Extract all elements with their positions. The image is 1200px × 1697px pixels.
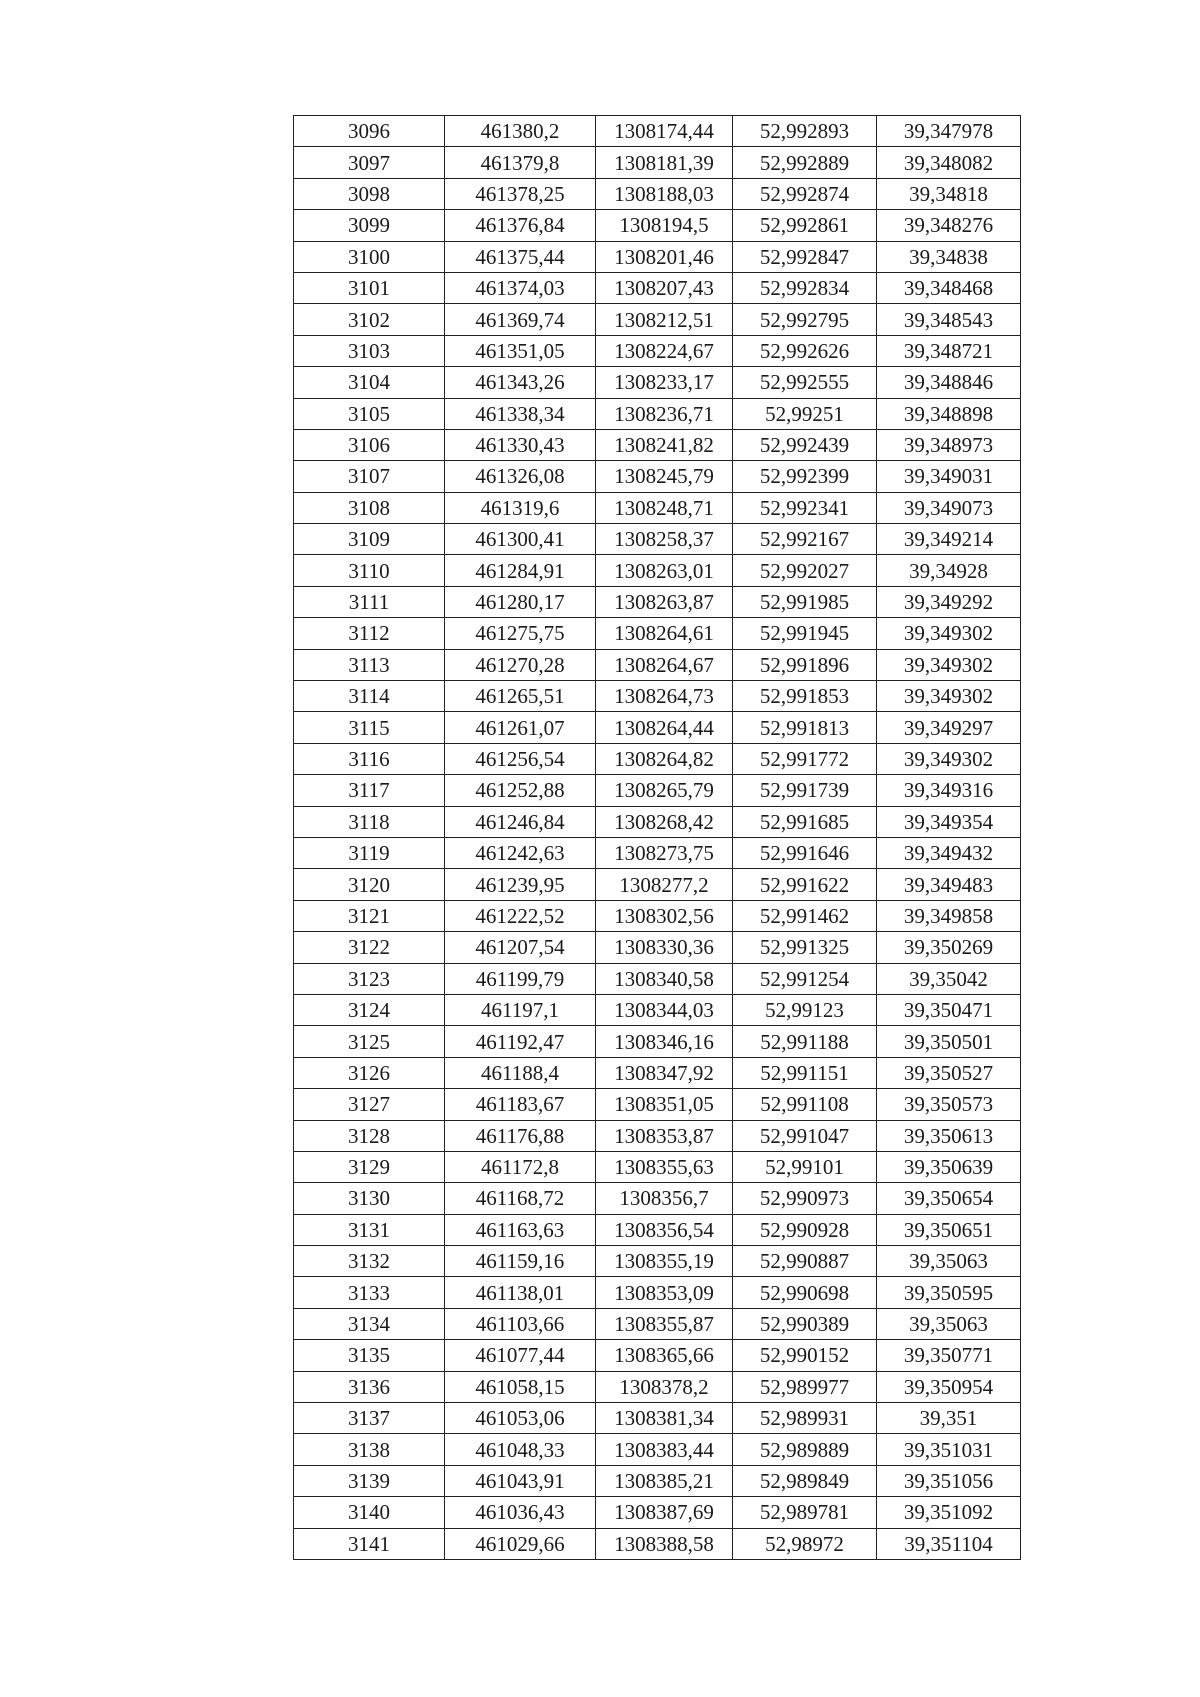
point-number-cell: 3125 <box>294 1026 445 1057</box>
longitude-cell: 39,35042 <box>877 963 1021 994</box>
x-coordinate-cell: 461246,84 <box>445 806 596 837</box>
x-coordinate-cell: 461252,88 <box>445 775 596 806</box>
x-coordinate-cell: 461043,91 <box>445 1465 596 1496</box>
x-coordinate-cell: 461270,28 <box>445 649 596 680</box>
longitude-cell: 39,350954 <box>877 1371 1021 1402</box>
point-number-cell: 3099 <box>294 210 445 241</box>
table-row <box>294 461 1021 492</box>
latitude-cell: 52,99123 <box>733 994 877 1025</box>
longitude-cell: 39,348846 <box>877 367 1021 398</box>
longitude-cell: 39,349432 <box>877 837 1021 868</box>
table-row <box>294 1026 1021 1057</box>
point-number-cell: 3111 <box>294 586 445 617</box>
latitude-cell: 52,991739 <box>733 775 877 806</box>
longitude-cell: 39,351031 <box>877 1434 1021 1465</box>
x-coordinate-cell: 461163,63 <box>445 1214 596 1245</box>
y-coordinate-cell: 1308273,75 <box>596 837 733 868</box>
point-number-cell: 3107 <box>294 461 445 492</box>
latitude-cell: 52,992874 <box>733 178 877 209</box>
longitude-cell: 39,349292 <box>877 586 1021 617</box>
y-coordinate-cell: 1308233,17 <box>596 367 733 398</box>
latitude-cell: 52,991853 <box>733 681 877 712</box>
latitude-cell: 52,992167 <box>733 524 877 555</box>
coordinates-table <box>293 115 1021 1560</box>
latitude-cell: 52,991108 <box>733 1089 877 1120</box>
point-number-cell: 3122 <box>294 932 445 963</box>
latitude-cell: 52,992861 <box>733 210 877 241</box>
y-coordinate-cell: 1308355,19 <box>596 1246 733 1277</box>
latitude-cell: 52,99101 <box>733 1151 877 1182</box>
longitude-cell: 39,350595 <box>877 1277 1021 1308</box>
longitude-cell: 39,349031 <box>877 461 1021 492</box>
latitude-cell: 52,990887 <box>733 1246 877 1277</box>
x-coordinate-cell: 461168,72 <box>445 1183 596 1214</box>
table-row <box>294 775 1021 806</box>
point-number-cell: 3132 <box>294 1246 445 1277</box>
point-number-cell: 3131 <box>294 1214 445 1245</box>
table-row <box>294 586 1021 617</box>
y-coordinate-cell: 1308381,34 <box>596 1403 733 1434</box>
y-coordinate-cell: 1308265,79 <box>596 775 733 806</box>
table-row <box>294 429 1021 460</box>
y-coordinate-cell: 1308353,09 <box>596 1277 733 1308</box>
y-coordinate-cell: 1308181,39 <box>596 147 733 178</box>
table-row <box>294 1057 1021 1088</box>
point-number-cell: 3112 <box>294 618 445 649</box>
table-row <box>294 178 1021 209</box>
y-coordinate-cell: 1308356,7 <box>596 1183 733 1214</box>
x-coordinate-cell: 461029,66 <box>445 1528 596 1559</box>
x-coordinate-cell: 461375,44 <box>445 241 596 272</box>
y-coordinate-cell: 1308207,43 <box>596 272 733 303</box>
latitude-cell: 52,991151 <box>733 1057 877 1088</box>
longitude-cell: 39,350573 <box>877 1089 1021 1120</box>
latitude-cell: 52,991772 <box>733 743 877 774</box>
x-coordinate-cell: 461330,43 <box>445 429 596 460</box>
y-coordinate-cell: 1308378,2 <box>596 1371 733 1402</box>
latitude-cell: 52,992893 <box>733 116 877 147</box>
point-number-cell: 3128 <box>294 1120 445 1151</box>
x-coordinate-cell: 461036,43 <box>445 1497 596 1528</box>
table-row <box>294 335 1021 366</box>
y-coordinate-cell: 1308302,56 <box>596 900 733 931</box>
latitude-cell: 52,992795 <box>733 304 877 335</box>
x-coordinate-cell: 461319,6 <box>445 492 596 523</box>
x-coordinate-cell: 461374,03 <box>445 272 596 303</box>
longitude-cell: 39,34818 <box>877 178 1021 209</box>
latitude-cell: 52,991254 <box>733 963 877 994</box>
x-coordinate-cell: 461239,95 <box>445 869 596 900</box>
table-row <box>294 963 1021 994</box>
point-number-cell: 3127 <box>294 1089 445 1120</box>
longitude-cell: 39,349214 <box>877 524 1021 555</box>
y-coordinate-cell: 1308224,67 <box>596 335 733 366</box>
latitude-cell: 52,992889 <box>733 147 877 178</box>
latitude-cell: 52,991685 <box>733 806 877 837</box>
longitude-cell: 39,349302 <box>877 681 1021 712</box>
point-number-cell: 3135 <box>294 1340 445 1371</box>
longitude-cell: 39,348898 <box>877 398 1021 429</box>
latitude-cell: 52,989781 <box>733 1497 877 1528</box>
table-row <box>294 116 1021 147</box>
longitude-cell: 39,35063 <box>877 1308 1021 1339</box>
point-number-cell: 3126 <box>294 1057 445 1088</box>
longitude-cell: 39,348543 <box>877 304 1021 335</box>
x-coordinate-cell: 461183,67 <box>445 1089 596 1120</box>
longitude-cell: 39,349302 <box>877 649 1021 680</box>
x-coordinate-cell: 461265,51 <box>445 681 596 712</box>
x-coordinate-cell: 461275,75 <box>445 618 596 649</box>
table-row <box>294 1403 1021 1434</box>
x-coordinate-cell: 461188,4 <box>445 1057 596 1088</box>
table-row <box>294 681 1021 712</box>
table-row <box>294 743 1021 774</box>
y-coordinate-cell: 1308263,01 <box>596 555 733 586</box>
point-number-cell: 3102 <box>294 304 445 335</box>
point-number-cell: 3137 <box>294 1403 445 1434</box>
point-number-cell: 3141 <box>294 1528 445 1559</box>
x-coordinate-cell: 461343,26 <box>445 367 596 398</box>
longitude-cell: 39,34838 <box>877 241 1021 272</box>
latitude-cell: 52,992847 <box>733 241 877 272</box>
x-coordinate-cell: 461369,74 <box>445 304 596 335</box>
y-coordinate-cell: 1308264,61 <box>596 618 733 649</box>
point-number-cell: 3103 <box>294 335 445 366</box>
latitude-cell: 52,992555 <box>733 367 877 398</box>
table-row <box>294 1089 1021 1120</box>
latitude-cell: 52,990698 <box>733 1277 877 1308</box>
longitude-cell: 39,348082 <box>877 147 1021 178</box>
table-row <box>294 1214 1021 1245</box>
longitude-cell: 39,350771 <box>877 1340 1021 1371</box>
latitude-cell: 52,992341 <box>733 492 877 523</box>
latitude-cell: 52,991462 <box>733 900 877 931</box>
latitude-cell: 52,991985 <box>733 586 877 617</box>
point-number-cell: 3124 <box>294 994 445 1025</box>
y-coordinate-cell: 1308340,58 <box>596 963 733 994</box>
longitude-cell: 39,350527 <box>877 1057 1021 1088</box>
table-row <box>294 1465 1021 1496</box>
latitude-cell: 52,990389 <box>733 1308 877 1339</box>
table-row <box>294 1151 1021 1182</box>
y-coordinate-cell: 1308264,67 <box>596 649 733 680</box>
longitude-cell: 39,350654 <box>877 1183 1021 1214</box>
point-number-cell: 3110 <box>294 555 445 586</box>
point-number-cell: 3097 <box>294 147 445 178</box>
x-coordinate-cell: 461338,34 <box>445 398 596 429</box>
longitude-cell: 39,350269 <box>877 932 1021 963</box>
y-coordinate-cell: 1308355,87 <box>596 1308 733 1339</box>
latitude-cell: 52,990973 <box>733 1183 877 1214</box>
point-number-cell: 3120 <box>294 869 445 900</box>
table-row <box>294 932 1021 963</box>
table-row <box>294 1371 1021 1402</box>
x-coordinate-cell: 461138,01 <box>445 1277 596 1308</box>
y-coordinate-cell: 1308241,82 <box>596 429 733 460</box>
table-row <box>294 806 1021 837</box>
latitude-cell: 52,990152 <box>733 1340 877 1371</box>
table-row <box>294 1434 1021 1465</box>
table-row <box>294 649 1021 680</box>
y-coordinate-cell: 1308347,92 <box>596 1057 733 1088</box>
point-number-cell: 3109 <box>294 524 445 555</box>
longitude-cell: 39,348973 <box>877 429 1021 460</box>
y-coordinate-cell: 1308330,36 <box>596 932 733 963</box>
y-coordinate-cell: 1308268,42 <box>596 806 733 837</box>
x-coordinate-cell: 461326,08 <box>445 461 596 492</box>
y-coordinate-cell: 1308346,16 <box>596 1026 733 1057</box>
y-coordinate-cell: 1308355,63 <box>596 1151 733 1182</box>
table-row <box>294 994 1021 1025</box>
longitude-cell: 39,349302 <box>877 618 1021 649</box>
point-number-cell: 3118 <box>294 806 445 837</box>
x-coordinate-cell: 461280,17 <box>445 586 596 617</box>
x-coordinate-cell: 461159,16 <box>445 1246 596 1277</box>
table-row <box>294 1497 1021 1528</box>
x-coordinate-cell: 461351,05 <box>445 335 596 366</box>
latitude-cell: 52,989889 <box>733 1434 877 1465</box>
longitude-cell: 39,348721 <box>877 335 1021 366</box>
point-number-cell: 3096 <box>294 116 445 147</box>
x-coordinate-cell: 461261,07 <box>445 712 596 743</box>
x-coordinate-cell: 461256,54 <box>445 743 596 774</box>
point-number-cell: 3104 <box>294 367 445 398</box>
table-row <box>294 869 1021 900</box>
x-coordinate-cell: 461379,8 <box>445 147 596 178</box>
latitude-cell: 52,989931 <box>733 1403 877 1434</box>
y-coordinate-cell: 1308351,05 <box>596 1089 733 1120</box>
longitude-cell: 39,349858 <box>877 900 1021 931</box>
point-number-cell: 3114 <box>294 681 445 712</box>
table-row <box>294 555 1021 586</box>
latitude-cell: 52,991047 <box>733 1120 877 1151</box>
longitude-cell: 39,351 <box>877 1403 1021 1434</box>
x-coordinate-cell: 461300,41 <box>445 524 596 555</box>
table-row <box>294 712 1021 743</box>
y-coordinate-cell: 1308258,37 <box>596 524 733 555</box>
table-row <box>294 837 1021 868</box>
table-row <box>294 398 1021 429</box>
longitude-cell: 39,349483 <box>877 869 1021 900</box>
table-row <box>294 1308 1021 1339</box>
x-coordinate-cell: 461199,79 <box>445 963 596 994</box>
point-number-cell: 3100 <box>294 241 445 272</box>
x-coordinate-cell: 461222,52 <box>445 900 596 931</box>
x-coordinate-cell: 461103,66 <box>445 1308 596 1339</box>
table-row <box>294 272 1021 303</box>
point-number-cell: 3116 <box>294 743 445 774</box>
latitude-cell: 52,991325 <box>733 932 877 963</box>
latitude-cell: 52,991896 <box>733 649 877 680</box>
table-row <box>294 524 1021 555</box>
y-coordinate-cell: 1308263,87 <box>596 586 733 617</box>
point-number-cell: 3119 <box>294 837 445 868</box>
point-number-cell: 3133 <box>294 1277 445 1308</box>
longitude-cell: 39,349316 <box>877 775 1021 806</box>
table-row <box>294 618 1021 649</box>
latitude-cell: 52,989977 <box>733 1371 877 1402</box>
y-coordinate-cell: 1308248,71 <box>596 492 733 523</box>
x-coordinate-cell: 461242,63 <box>445 837 596 868</box>
point-number-cell: 3117 <box>294 775 445 806</box>
latitude-cell: 52,992027 <box>733 555 877 586</box>
y-coordinate-cell: 1308365,66 <box>596 1340 733 1371</box>
y-coordinate-cell: 1308245,79 <box>596 461 733 492</box>
x-coordinate-cell: 461376,84 <box>445 210 596 241</box>
latitude-cell: 52,992399 <box>733 461 877 492</box>
point-number-cell: 3098 <box>294 178 445 209</box>
y-coordinate-cell: 1308194,5 <box>596 210 733 241</box>
latitude-cell: 52,991188 <box>733 1026 877 1057</box>
latitude-cell: 52,992626 <box>733 335 877 366</box>
table-row <box>294 304 1021 335</box>
latitude-cell: 52,990928 <box>733 1214 877 1245</box>
y-coordinate-cell: 1308264,44 <box>596 712 733 743</box>
table-row <box>294 1246 1021 1277</box>
longitude-cell: 39,34928 <box>877 555 1021 586</box>
point-number-cell: 3136 <box>294 1371 445 1402</box>
y-coordinate-cell: 1308201,46 <box>596 241 733 272</box>
longitude-cell: 39,349073 <box>877 492 1021 523</box>
y-coordinate-cell: 1308356,54 <box>596 1214 733 1245</box>
longitude-cell: 39,350613 <box>877 1120 1021 1151</box>
longitude-cell: 39,351092 <box>877 1497 1021 1528</box>
y-coordinate-cell: 1308277,2 <box>596 869 733 900</box>
coordinates-table-body <box>294 116 1021 1560</box>
y-coordinate-cell: 1308344,03 <box>596 994 733 1025</box>
y-coordinate-cell: 1308353,87 <box>596 1120 733 1151</box>
x-coordinate-cell: 461284,91 <box>445 555 596 586</box>
longitude-cell: 39,348468 <box>877 272 1021 303</box>
point-number-cell: 3105 <box>294 398 445 429</box>
point-number-cell: 3139 <box>294 1465 445 1496</box>
longitude-cell: 39,351104 <box>877 1528 1021 1559</box>
longitude-cell: 39,351056 <box>877 1465 1021 1496</box>
point-number-cell: 3123 <box>294 963 445 994</box>
table-row <box>294 1120 1021 1151</box>
point-number-cell: 3129 <box>294 1151 445 1182</box>
y-coordinate-cell: 1308174,44 <box>596 116 733 147</box>
x-coordinate-cell: 461058,15 <box>445 1371 596 1402</box>
table-row <box>294 492 1021 523</box>
table-row <box>294 900 1021 931</box>
longitude-cell: 39,350651 <box>877 1214 1021 1245</box>
latitude-cell: 52,99251 <box>733 398 877 429</box>
y-coordinate-cell: 1308236,71 <box>596 398 733 429</box>
table-row <box>294 1183 1021 1214</box>
latitude-cell: 52,989849 <box>733 1465 877 1496</box>
latitude-cell: 52,991622 <box>733 869 877 900</box>
y-coordinate-cell: 1308387,69 <box>596 1497 733 1528</box>
table-row <box>294 241 1021 272</box>
latitude-cell: 52,992439 <box>733 429 877 460</box>
longitude-cell: 39,348276 <box>877 210 1021 241</box>
latitude-cell: 52,991813 <box>733 712 877 743</box>
x-coordinate-cell: 461176,88 <box>445 1120 596 1151</box>
latitude-cell: 52,992834 <box>733 272 877 303</box>
table-row <box>294 147 1021 178</box>
table-row <box>294 1528 1021 1559</box>
y-coordinate-cell: 1308188,03 <box>596 178 733 209</box>
longitude-cell: 39,349297 <box>877 712 1021 743</box>
y-coordinate-cell: 1308383,44 <box>596 1434 733 1465</box>
point-number-cell: 3138 <box>294 1434 445 1465</box>
x-coordinate-cell: 461197,1 <box>445 994 596 1025</box>
longitude-cell: 39,350471 <box>877 994 1021 1025</box>
x-coordinate-cell: 461207,54 <box>445 932 596 963</box>
latitude-cell: 52,98972 <box>733 1528 877 1559</box>
x-coordinate-cell: 461077,44 <box>445 1340 596 1371</box>
table-row <box>294 1277 1021 1308</box>
longitude-cell: 39,350501 <box>877 1026 1021 1057</box>
table-row <box>294 210 1021 241</box>
point-number-cell: 3115 <box>294 712 445 743</box>
x-coordinate-cell: 461053,06 <box>445 1403 596 1434</box>
y-coordinate-cell: 1308388,58 <box>596 1528 733 1559</box>
point-number-cell: 3106 <box>294 429 445 460</box>
y-coordinate-cell: 1308264,73 <box>596 681 733 712</box>
latitude-cell: 52,991646 <box>733 837 877 868</box>
x-coordinate-cell: 461378,25 <box>445 178 596 209</box>
point-number-cell: 3134 <box>294 1308 445 1339</box>
table-row <box>294 367 1021 398</box>
x-coordinate-cell: 461048,33 <box>445 1434 596 1465</box>
longitude-cell: 39,350639 <box>877 1151 1021 1182</box>
longitude-cell: 39,35063 <box>877 1246 1021 1277</box>
point-number-cell: 3140 <box>294 1497 445 1528</box>
y-coordinate-cell: 1308212,51 <box>596 304 733 335</box>
x-coordinate-cell: 461192,47 <box>445 1026 596 1057</box>
point-number-cell: 3108 <box>294 492 445 523</box>
longitude-cell: 39,349354 <box>877 806 1021 837</box>
point-number-cell: 3113 <box>294 649 445 680</box>
point-number-cell: 3121 <box>294 900 445 931</box>
x-coordinate-cell: 461380,2 <box>445 116 596 147</box>
table-row <box>294 1340 1021 1371</box>
x-coordinate-cell: 461172,8 <box>445 1151 596 1182</box>
longitude-cell: 39,349302 <box>877 743 1021 774</box>
latitude-cell: 52,991945 <box>733 618 877 649</box>
longitude-cell: 39,347978 <box>877 116 1021 147</box>
y-coordinate-cell: 1308264,82 <box>596 743 733 774</box>
point-number-cell: 3130 <box>294 1183 445 1214</box>
y-coordinate-cell: 1308385,21 <box>596 1465 733 1496</box>
point-number-cell: 3101 <box>294 272 445 303</box>
